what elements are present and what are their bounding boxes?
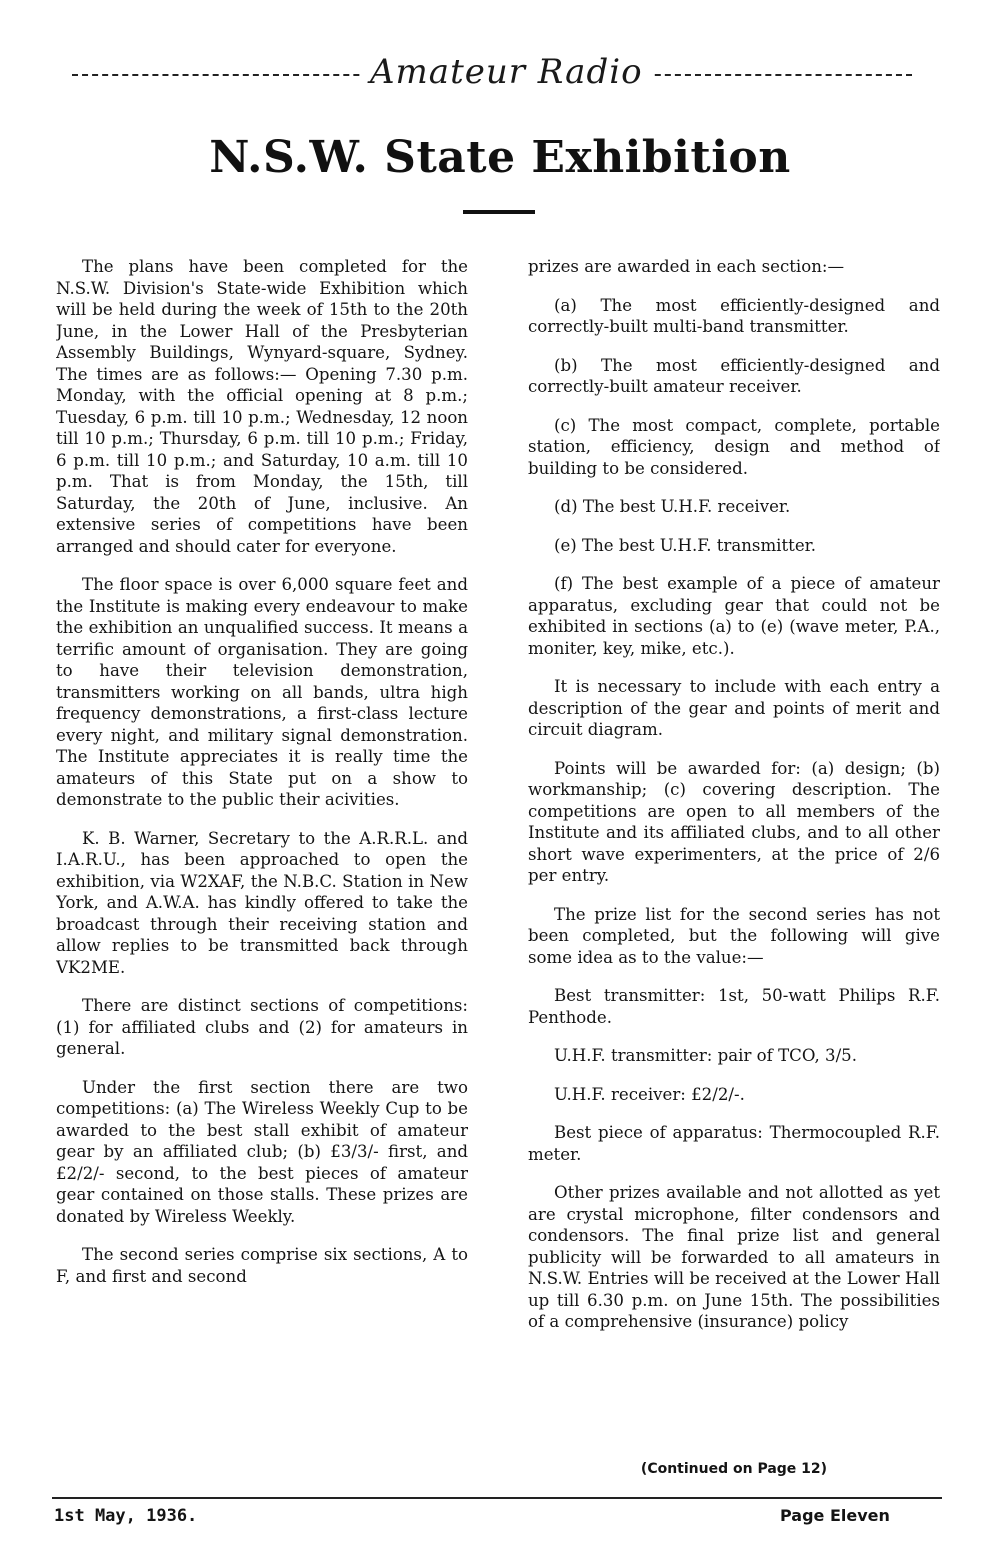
continued-note: (Continued on Page 12): [640, 1461, 828, 1477]
masthead-title: Amateur Radio: [360, 52, 653, 92]
footer-rule: [52, 1497, 942, 1499]
left-column: [56, 256, 468, 1486]
section-item-f: (f) The best example of a piece of amateur apparatus, excluding gear that could not be exhibited in sections (a) to (e) (wave meter, P.A., moniter, key, mike, etc.).: [528, 574, 940, 658]
section-item-e: (e) The best U.H.F. transmitter.: [554, 535, 817, 555]
section-item-c: (c) The most compact, complete, portable station, efficiency, design and method of building to be considered.: [528, 415, 940, 478]
section-item-b: (b) The most efficiently-designed and correctly-built amateur receiver.: [528, 355, 940, 396]
paragraph: K. B. Warner, Secretary to the A.R.R.L. and I.A.R.U., has been approached to open the exhibition, via W2XAF, the N.B.C. Station in New York, and A.W.A. has kindly offered to take the broadcast through their receiving station and allow replies to be transmitted back through VK2ME.: [56, 828, 468, 977]
prize-item: Best transmitter: 1st, 50-watt Philips R.F. Penthode.: [528, 986, 940, 1027]
prize-item: U.H.F. receiver: £2/2/-.: [554, 1084, 745, 1104]
article-title: N.S.W. State Exhibition: [209, 132, 791, 183]
page-number: Page Eleven: [780, 1506, 890, 1525]
paragraph: The plans have been completed for the N.S.W. Division's State-wide Exhibition which will be held during the week of 15th to the 20th June, in the Lower Hall of the Presbyterian Assembly Buildings, Wynyard-square, Sydney. The times are as follows:— Opening 7.30 p.m. Monday, with the official opening at 8 p.m.; Tuesday, 6 p.m. till 10 p.m.; Wednesday, 12 noon till 10 p.m.; Thursday, 6 p.m. till 10 p.m.; Friday, 6 p.m. till 10 p.m.; and Saturday, 10 a.m. till 10 p.m. That is from Monday, the 15th, till Saturday, the 20th of June, inclusive. An extensive series of competitions have been arranged and should cater for everyone.: [56, 257, 468, 556]
right-column: [528, 256, 940, 1486]
paragraph: Under the first section there are two competitions: (a) The Wireless Weekly Cup to be awarded to the best stall exhibit of amateur gear by an affiliated club; (b) £3/3/- first, and £2/2/- second, to the best pieces of amateur gear contained on those stalls. These prizes are donated by Wireless Weekly.: [56, 1077, 468, 1226]
section-item-a: (a) The most efficiently-designed and correctly-built multi-band transmitter.: [528, 295, 940, 336]
paragraph: It is necessary to include with each entry a description of the gear and points of merit and circuit diagram.: [528, 677, 940, 739]
paragraph: The prize list for the second series has not been completed, but the following will give some idea as to the value:—: [528, 904, 940, 967]
paragraph: prizes are awarded in each section:—: [528, 257, 845, 276]
paragraph: Points will be awarded for: (a) design; (b) workmanship; (c) covering description. The competitions are open to all members of the Institute and its affiliated clubs, and to all other short wave experimenters, at the price of 2/6 per entry.: [528, 758, 940, 885]
masthead: [72, 48, 912, 98]
paragraph: Other prizes available and not allotted as yet are crystal microphone, filter condensors and condensors. The final prize list and general publicity will be forwarded to all amateurs in N.S.W. Entries will be received at the Lower Hall up till 6.30 p.m. on June 15th. The possibilities of a comprehensive (insurance) policy: [528, 1183, 940, 1331]
prize-item: U.H.F. transmitter: pair of TCO, 3/5.: [554, 1046, 858, 1065]
paragraph: There are distinct sections of competitions: (1) for affiliated clubs and (2) for amateurs in general.: [56, 996, 468, 1058]
title-underline: [463, 210, 535, 214]
paragraph: The floor space is over 6,000 square feet and the Institute is making every endeavour to make the exhibition an unqualified success. It means a terrific amount of organisation. They are going to have their television demonstration, transmitters working on all bands, ultra high frequency demonstrations, a first-class lecture every night, and military signal demonstration. The Institute appreciates it is really time the amateurs of this State put on a show to demonstrate to the public their acivities.: [56, 575, 468, 809]
issue-date: 1st May, 1936.: [54, 1506, 198, 1526]
section-item-d: (d) The best U.H.F. receiver.: [554, 497, 791, 516]
paragraph: The second series comprise six sections, A to F, and first and second: [56, 1245, 468, 1286]
prize-item: Best piece of apparatus: Thermocoupled R.F. meter.: [528, 1123, 940, 1164]
